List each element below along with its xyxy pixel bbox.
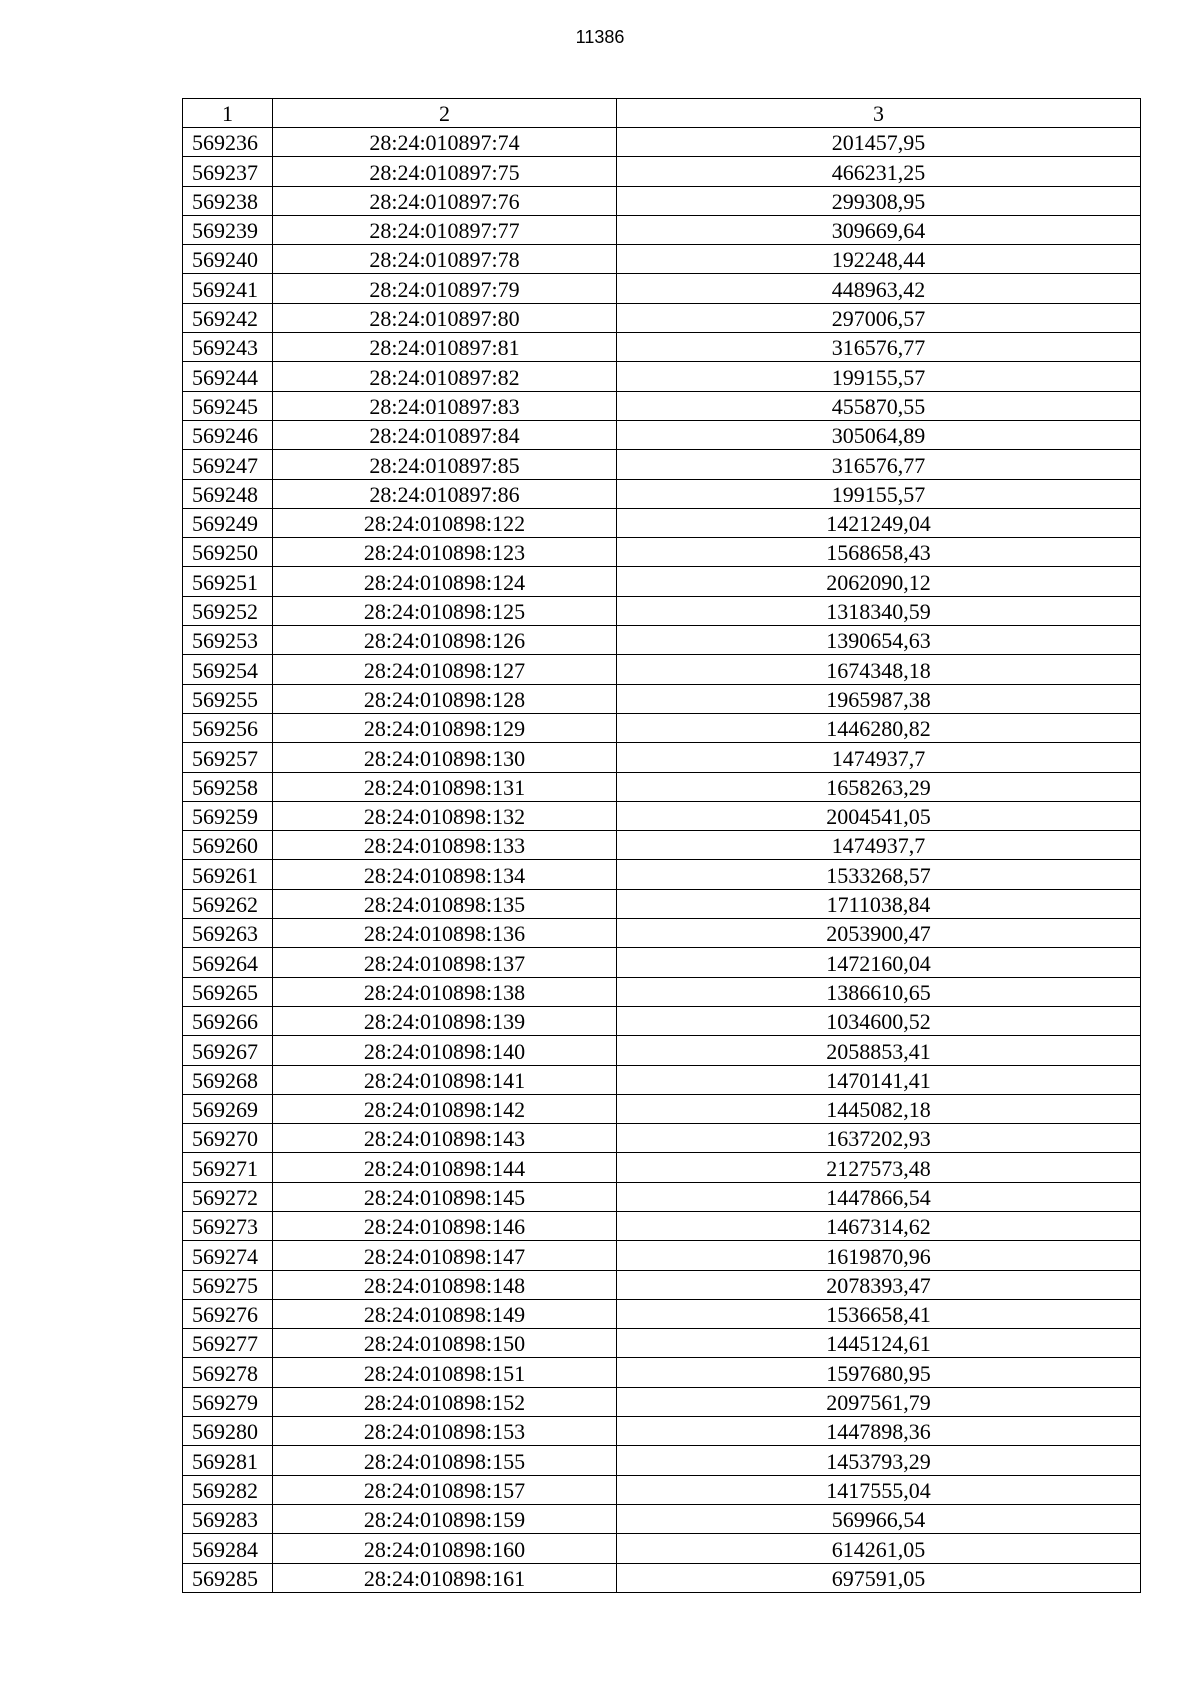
row-number-cell: 569264 <box>183 948 273 977</box>
value-cell: 1445082,18 <box>617 1094 1141 1123</box>
cadastral-number-cell: 28:24:010898:131 <box>273 772 617 801</box>
value-cell: 1536658,41 <box>617 1299 1141 1328</box>
value-cell: 1390654,63 <box>617 626 1141 655</box>
table-row <box>183 772 1141 801</box>
cadastral-number-cell: 28:24:010897:78 <box>273 245 617 274</box>
registry-table <box>182 98 1141 1593</box>
row-number-cell: 569285 <box>183 1563 273 1592</box>
value-cell: 1421249,04 <box>617 508 1141 537</box>
value-cell: 697591,05 <box>617 1563 1141 1592</box>
table-row <box>183 362 1141 391</box>
column-header-3: 3 <box>617 99 1141 128</box>
row-number-cell: 569277 <box>183 1329 273 1358</box>
value-cell: 1467314,62 <box>617 1211 1141 1240</box>
row-number-cell: 569276 <box>183 1299 273 1328</box>
cadastral-number-cell: 28:24:010897:80 <box>273 303 617 332</box>
cadastral-number-cell: 28:24:010897:82 <box>273 362 617 391</box>
page-number: 11386 <box>575 27 625 47</box>
table-row <box>183 801 1141 830</box>
row-number-cell: 569281 <box>183 1446 273 1475</box>
row-number-cell: 569272 <box>183 1182 273 1211</box>
table-row <box>183 333 1141 362</box>
row-number-cell: 569268 <box>183 1065 273 1094</box>
row-number-cell: 569262 <box>183 889 273 918</box>
cadastral-number-cell: 28:24:010897:85 <box>273 450 617 479</box>
row-number-cell: 569278 <box>183 1358 273 1387</box>
value-cell: 1568658,43 <box>617 538 1141 567</box>
cadastral-number-cell: 28:24:010898:138 <box>273 977 617 1006</box>
table-row <box>183 596 1141 625</box>
value-cell: 2078393,47 <box>617 1270 1141 1299</box>
value-cell: 1474937,7 <box>617 743 1141 772</box>
row-number-cell: 569265 <box>183 977 273 1006</box>
cadastral-number-cell: 28:24:010898:150 <box>273 1329 617 1358</box>
value-cell: 569966,54 <box>617 1504 1141 1533</box>
table-row <box>183 567 1141 596</box>
table-row <box>183 1211 1141 1240</box>
value-cell: 1674348,18 <box>617 655 1141 684</box>
cadastral-number-cell: 28:24:010898:124 <box>273 567 617 596</box>
row-number-cell: 569238 <box>183 186 273 215</box>
value-cell: 1474937,7 <box>617 831 1141 860</box>
row-number-cell: 569244 <box>183 362 273 391</box>
value-cell: 1619870,96 <box>617 1241 1141 1270</box>
row-number-cell: 569279 <box>183 1387 273 1416</box>
table-row <box>183 1534 1141 1563</box>
value-cell: 1034600,52 <box>617 1006 1141 1035</box>
cadastral-number-cell: 28:24:010897:77 <box>273 215 617 244</box>
cadastral-number-cell: 28:24:010898:142 <box>273 1094 617 1123</box>
row-number-cell: 569255 <box>183 684 273 713</box>
value-cell: 448963,42 <box>617 274 1141 303</box>
cadastral-number-cell: 28:24:010898:129 <box>273 713 617 742</box>
cadastral-number-cell: 28:24:010898:144 <box>273 1153 617 1182</box>
value-cell: 1597680,95 <box>617 1358 1141 1387</box>
row-number-cell: 569243 <box>183 333 273 362</box>
value-cell: 455870,55 <box>617 391 1141 420</box>
cadastral-number-cell: 28:24:010898:143 <box>273 1124 617 1153</box>
table-row <box>183 479 1141 508</box>
cadastral-number-cell: 28:24:010898:130 <box>273 743 617 772</box>
value-cell: 1470141,41 <box>617 1065 1141 1094</box>
row-number-cell: 569261 <box>183 860 273 889</box>
cadastral-number-cell: 28:24:010898:125 <box>273 596 617 625</box>
value-cell: 1447898,36 <box>617 1417 1141 1446</box>
row-number-cell: 569247 <box>183 450 273 479</box>
value-cell: 199155,57 <box>617 479 1141 508</box>
cadastral-number-cell: 28:24:010898:128 <box>273 684 617 713</box>
value-cell: 1711038,84 <box>617 889 1141 918</box>
cadastral-number-cell: 28:24:010897:81 <box>273 333 617 362</box>
table-row <box>183 1504 1141 1533</box>
row-number-cell: 569236 <box>183 128 273 157</box>
table-row <box>183 919 1141 948</box>
value-cell: 201457,95 <box>617 128 1141 157</box>
value-cell: 1472160,04 <box>617 948 1141 977</box>
row-number-cell: 569260 <box>183 831 273 860</box>
table-row <box>183 274 1141 303</box>
table-row <box>183 1124 1141 1153</box>
cadastral-number-cell: 28:24:010898:136 <box>273 919 617 948</box>
value-cell: 299308,95 <box>617 186 1141 215</box>
value-cell: 2097561,79 <box>617 1387 1141 1416</box>
cadastral-number-cell: 28:24:010897:74 <box>273 128 617 157</box>
table-row <box>183 1094 1141 1123</box>
table-row <box>183 831 1141 860</box>
cadastral-number-cell: 28:24:010897:79 <box>273 274 617 303</box>
row-number-cell: 569283 <box>183 1504 273 1533</box>
cadastral-number-cell: 28:24:010898:161 <box>273 1563 617 1592</box>
cadastral-number-cell: 28:24:010898:160 <box>273 1534 617 1563</box>
value-cell: 466231,25 <box>617 157 1141 186</box>
cadastral-number-cell: 28:24:010898:145 <box>273 1182 617 1211</box>
row-number-cell: 569242 <box>183 303 273 332</box>
table-row <box>183 1358 1141 1387</box>
row-number-cell: 569245 <box>183 391 273 420</box>
row-number-cell: 569240 <box>183 245 273 274</box>
row-number-cell: 569256 <box>183 713 273 742</box>
row-number-cell: 569270 <box>183 1124 273 1153</box>
column-header-1: 1 <box>183 99 273 128</box>
header-row <box>183 99 1141 128</box>
row-number-cell: 569269 <box>183 1094 273 1123</box>
table-row <box>183 1387 1141 1416</box>
cadastral-number-cell: 28:24:010898:140 <box>273 1036 617 1065</box>
value-cell: 316576,77 <box>617 333 1141 362</box>
table-row <box>183 1182 1141 1211</box>
row-number-cell: 569274 <box>183 1241 273 1270</box>
row-number-cell: 569258 <box>183 772 273 801</box>
table-row <box>183 713 1141 742</box>
cadastral-number-cell: 28:24:010897:76 <box>273 186 617 215</box>
value-cell: 305064,89 <box>617 420 1141 449</box>
row-number-cell: 569239 <box>183 215 273 244</box>
value-cell: 1965987,38 <box>617 684 1141 713</box>
cadastral-number-cell: 28:24:010898:132 <box>273 801 617 830</box>
row-number-cell: 569246 <box>183 420 273 449</box>
value-cell: 1658263,29 <box>617 772 1141 801</box>
value-cell: 1637202,93 <box>617 1124 1141 1153</box>
column-header-2: 2 <box>273 99 617 128</box>
table-row <box>183 391 1141 420</box>
cadastral-number-cell: 28:24:010898:134 <box>273 860 617 889</box>
value-cell: 2004541,05 <box>617 801 1141 830</box>
table-row <box>183 1417 1141 1446</box>
row-number-cell: 569257 <box>183 743 273 772</box>
row-number-cell: 569267 <box>183 1036 273 1065</box>
row-number-cell: 569284 <box>183 1534 273 1563</box>
table-row <box>183 245 1141 274</box>
cadastral-number-cell: 28:24:010898:127 <box>273 655 617 684</box>
value-cell: 614261,05 <box>617 1534 1141 1563</box>
row-number-cell: 569237 <box>183 157 273 186</box>
table-row <box>183 508 1141 537</box>
value-cell: 2062090,12 <box>617 567 1141 596</box>
table-row <box>183 626 1141 655</box>
cadastral-number-cell: 28:24:010898:122 <box>273 508 617 537</box>
row-number-cell: 569248 <box>183 479 273 508</box>
table-row <box>183 860 1141 889</box>
table-row <box>183 420 1141 449</box>
table-row <box>183 215 1141 244</box>
row-number-cell: 569249 <box>183 508 273 537</box>
value-cell: 1533268,57 <box>617 860 1141 889</box>
cadastral-number-cell: 28:24:010898:155 <box>273 1446 617 1475</box>
cadastral-number-cell: 28:24:010898:157 <box>273 1475 617 1504</box>
table-row <box>183 1036 1141 1065</box>
cadastral-number-cell: 28:24:010898:152 <box>273 1387 617 1416</box>
table-row <box>183 128 1141 157</box>
value-cell: 199155,57 <box>617 362 1141 391</box>
row-number-cell: 569282 <box>183 1475 273 1504</box>
cadastral-number-cell: 28:24:010898:139 <box>273 1006 617 1035</box>
cadastral-number-cell: 28:24:010898:151 <box>273 1358 617 1387</box>
value-cell: 192248,44 <box>617 245 1141 274</box>
table-row <box>183 684 1141 713</box>
table-row <box>183 948 1141 977</box>
value-cell: 2127573,48 <box>617 1153 1141 1182</box>
cadastral-number-cell: 28:24:010897:83 <box>273 391 617 420</box>
row-number-cell: 569273 <box>183 1211 273 1240</box>
row-number-cell: 569250 <box>183 538 273 567</box>
value-cell: 1417555,04 <box>617 1475 1141 1504</box>
cadastral-number-cell: 28:24:010898:153 <box>273 1417 617 1446</box>
table-row <box>183 1446 1141 1475</box>
row-number-cell: 569252 <box>183 596 273 625</box>
value-cell: 316576,77 <box>617 450 1141 479</box>
cadastral-number-cell: 28:24:010898:149 <box>273 1299 617 1328</box>
row-number-cell: 569251 <box>183 567 273 596</box>
row-number-cell: 569259 <box>183 801 273 830</box>
cadastral-number-cell: 28:24:010898:135 <box>273 889 617 918</box>
value-cell: 297006,57 <box>617 303 1141 332</box>
cadastral-number-cell: 28:24:010898:133 <box>273 831 617 860</box>
table-row <box>183 743 1141 772</box>
table-row <box>183 1563 1141 1592</box>
value-cell: 1318340,59 <box>617 596 1141 625</box>
value-cell: 1453793,29 <box>617 1446 1141 1475</box>
cadastral-number-cell: 28:24:010897:86 <box>273 479 617 508</box>
table-row <box>183 1270 1141 1299</box>
table-row <box>183 450 1141 479</box>
table-row <box>183 1475 1141 1504</box>
cadastral-number-cell: 28:24:010898:148 <box>273 1270 617 1299</box>
row-number-cell: 569263 <box>183 919 273 948</box>
cadastral-number-cell: 28:24:010898:141 <box>273 1065 617 1094</box>
table-header <box>183 99 1141 128</box>
cadastral-number-cell: 28:24:010898:159 <box>273 1504 617 1533</box>
value-cell: 1447866,54 <box>617 1182 1141 1211</box>
row-number-cell: 569254 <box>183 655 273 684</box>
value-cell: 2058853,41 <box>617 1036 1141 1065</box>
row-number-cell: 569280 <box>183 1417 273 1446</box>
table-row <box>183 1153 1141 1182</box>
table-row <box>183 303 1141 332</box>
cadastral-number-cell: 28:24:010898:137 <box>273 948 617 977</box>
table-row <box>183 157 1141 186</box>
cadastral-number-cell: 28:24:010898:126 <box>273 626 617 655</box>
table-row <box>183 538 1141 567</box>
row-number-cell: 569241 <box>183 274 273 303</box>
value-cell: 1445124,61 <box>617 1329 1141 1358</box>
table-row <box>183 1329 1141 1358</box>
value-cell: 2053900,47 <box>617 919 1141 948</box>
table-row <box>183 889 1141 918</box>
cadastral-number-cell: 28:24:010898:123 <box>273 538 617 567</box>
table-row <box>183 1006 1141 1035</box>
row-number-cell: 569275 <box>183 1270 273 1299</box>
value-cell: 1446280,82 <box>617 713 1141 742</box>
table-body <box>183 128 1141 1593</box>
row-number-cell: 569271 <box>183 1153 273 1182</box>
table-row <box>183 655 1141 684</box>
row-number-cell: 569253 <box>183 626 273 655</box>
row-number-cell: 569266 <box>183 1006 273 1035</box>
value-cell: 309669,64 <box>617 215 1141 244</box>
cadastral-number-cell: 28:24:010898:146 <box>273 1211 617 1240</box>
cadastral-number-cell: 28:24:010897:84 <box>273 420 617 449</box>
table-row <box>183 977 1141 1006</box>
table-row <box>183 1065 1141 1094</box>
table-row <box>183 1241 1141 1270</box>
table-row <box>183 1299 1141 1328</box>
value-cell: 1386610,65 <box>617 977 1141 1006</box>
table-row <box>183 186 1141 215</box>
cadastral-number-cell: 28:24:010898:147 <box>273 1241 617 1270</box>
cadastral-number-cell: 28:24:010897:75 <box>273 157 617 186</box>
